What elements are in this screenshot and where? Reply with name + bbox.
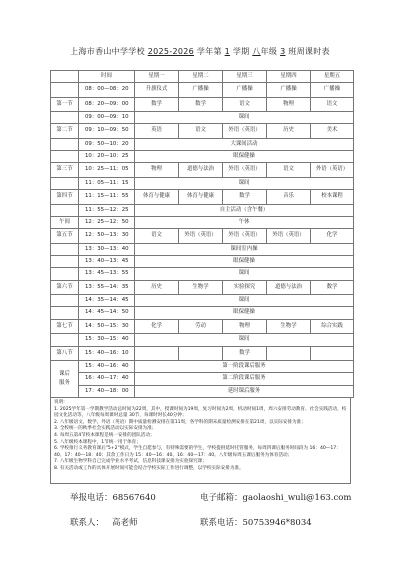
report-phone-label: 举报电话： <box>70 493 113 503</box>
time-cell: 11：05—11：15 <box>79 177 135 189</box>
activity-cell: 午休 <box>135 216 354 228</box>
email-label: 电子邮箱： <box>200 493 243 503</box>
schedule-table <box>50 70 354 398</box>
after-school-activity: 第二阶段课后服务 <box>135 373 354 385</box>
grade: 八 <box>252 47 261 56</box>
lesson-row <box>51 319 354 334</box>
subject-cell: 实验探究 <box>223 280 267 295</box>
header-period-cell <box>51 71 79 83</box>
period-label: 第四节 <box>51 190 79 205</box>
subject-cell: 生物学 <box>179 280 223 295</box>
lesson-row <box>51 346 354 361</box>
time-cell: 13：55—14：35 <box>79 280 135 295</box>
period-label <box>51 307 79 319</box>
subject-cell: 外语（英语） <box>179 229 223 244</box>
subject-cell: 数学 <box>223 190 267 205</box>
break-row <box>51 112 354 124</box>
subject-cell: 语文 <box>135 229 179 244</box>
activity-cell: 课间 <box>135 295 354 307</box>
lesson-row <box>51 83 354 98</box>
subject-cell: 物理 <box>135 163 179 178</box>
subject-cell: 体育与健康 <box>179 190 223 205</box>
period-label: 午间 <box>51 216 79 228</box>
header-day: 星期五 <box>311 71 354 83</box>
period-label: 第六节 <box>51 280 79 295</box>
subject-cell: 音乐 <box>267 190 311 205</box>
after-school-activity: 第一阶段课后服务 <box>135 361 354 373</box>
break-row <box>51 138 354 150</box>
contact-person-label: 联系人： <box>70 518 105 528</box>
subject-cell: 物理 <box>267 97 311 112</box>
time-cell: 11：15—11：55 <box>79 190 135 205</box>
activity-cell: 眼保健操 <box>135 151 354 163</box>
lesson-row <box>51 280 354 295</box>
subject-cell: 语文 <box>223 97 267 112</box>
note-line: 8. 有关活动或工作的具体开展时间可能会结合学校实际工作进行调整，以学校实际安排为准。 <box>54 465 244 471</box>
subject-cell: 历史 <box>135 280 179 295</box>
subject-cell: 语文 <box>311 97 354 112</box>
after-school-activity: 延时课后服务 <box>135 385 354 397</box>
email <box>200 491 351 503</box>
time-cell: 09：50—10：20 <box>79 138 135 150</box>
note-line: 4. 每周五第4节校本课程是统一安排的团队活动； <box>54 432 155 438</box>
subject-cell <box>311 346 354 361</box>
header-day: 星期三 <box>223 71 267 83</box>
time-cell: 13：30—13：40 <box>79 243 135 255</box>
time-cell: 14：50—15：30 <box>79 319 135 334</box>
grade-word: 年级 <box>260 47 278 56</box>
period-label <box>51 138 79 150</box>
break-row <box>51 177 354 189</box>
time-cell: 08：00—08：20 <box>79 83 135 98</box>
term-number: 1 <box>224 47 231 56</box>
break-row <box>51 295 354 307</box>
header-row <box>51 71 354 83</box>
lesson-row <box>51 124 354 139</box>
lesson-row <box>51 190 354 205</box>
activity-cell: 课间室内操 <box>135 243 354 255</box>
header-day: 星期一 <box>135 71 179 83</box>
period-label: 第三节 <box>51 163 79 178</box>
note-line: 2. 八年级语文、数学、外语（英语）期中质量检测安排在第11周，各学科的期末质量检测安排在第21周，以实际安排为准； <box>54 419 306 425</box>
activity-cell: 眼保健操 <box>135 307 354 319</box>
contact-phone-value: 50753946*8034 <box>242 518 312 528</box>
email-value: gaolaoshi_wuli@163.com <box>242 493 352 503</box>
after-school-label-line: 课后 <box>59 371 70 378</box>
subject-cell: 广播操 <box>267 83 311 98</box>
period-label <box>51 268 79 280</box>
lesson-row <box>51 163 354 178</box>
subject-cell: 化学 <box>311 229 354 244</box>
subject-cell: 道德与法治 <box>267 280 311 295</box>
subject-cell: 道德与法治 <box>179 163 223 178</box>
period-label <box>51 256 79 268</box>
activity-cell: 大课间活动 <box>135 138 354 150</box>
subject-cell: 外语（英语） <box>223 163 267 178</box>
note-line: 3. 全校统一的秋季社会实践活动以实际安排为准； <box>54 426 157 432</box>
time-cell: 15：40—16：40 <box>79 361 135 373</box>
header-day: 星期二 <box>179 71 223 83</box>
time-cell: 12：25—12：50 <box>79 216 135 228</box>
report-phone <box>70 491 156 503</box>
time-cell: 09：00—09：10 <box>79 112 135 124</box>
report-phone-value: 68567640 <box>112 493 156 503</box>
subject-cell: 体育与健康 <box>135 190 179 205</box>
subject-cell <box>179 346 223 361</box>
period-label: 第一节 <box>51 97 79 112</box>
period-label <box>51 112 79 124</box>
subject-cell: 历史 <box>267 124 311 139</box>
period-label <box>51 295 79 307</box>
period-label <box>51 334 79 346</box>
subject-cell: 美术 <box>311 124 354 139</box>
school-name: 上海市香山中学学校 <box>70 47 145 56</box>
note-line: 1. 2025学年第一学期教学活动总时间为22周，其中，授课时间为19周，复习时间为2周，机动时间1周，周六安排劳动教育、社会实践活动，校园文化活动等，八年级每周课时总量 30节，每课时时长40分钟； <box>54 406 347 419</box>
subject-cell: 外语（英语） <box>311 163 354 178</box>
title-suffix: 班周课时表 <box>288 47 330 56</box>
break-row <box>51 216 354 228</box>
subject-cell: 数学 <box>311 280 354 295</box>
subject-cell: 生物学 <box>267 319 311 334</box>
header-time: 时间 <box>79 71 135 83</box>
activity-cell: 课间 <box>135 334 354 346</box>
break-row <box>51 243 354 255</box>
notes-heading: 说明: <box>54 399 65 405</box>
period-label: 第八节 <box>51 346 79 361</box>
period-label: 第七节 <box>51 319 79 334</box>
note-line: 6. 学校推行义务教育课后"5+2"模式，学生自愿参与，有特殊需要的学生，学校提供延时托管服务，每周四课后服务时间段为 16：40—17：40、17：40—18：40；其余工作日为 15：40—16：40、16：40—17：40。八年级每周五课后服务为体育活动； <box>54 446 341 458</box>
contact-person <box>70 516 138 528</box>
break-row <box>51 334 354 346</box>
lesson-row <box>51 229 354 244</box>
activity-cell: 课间 <box>135 177 354 189</box>
subject-cell <box>267 346 311 361</box>
subject-cell: 外语（英语） <box>223 229 267 244</box>
after-school-label-line: 服务 <box>59 379 70 386</box>
period-label <box>51 243 79 255</box>
break-row <box>51 307 354 319</box>
break-row <box>51 268 354 280</box>
after-school-row <box>51 385 354 397</box>
header-day: 星期四 <box>267 71 311 83</box>
time-cell: 11：55—12：25 <box>79 204 135 216</box>
subject-cell: 外语（英语） <box>223 124 267 139</box>
period-label <box>51 177 79 189</box>
subject-cell: 化学 <box>135 319 179 334</box>
lesson-row <box>51 97 354 112</box>
after-school-row <box>51 373 354 385</box>
period-label <box>51 83 79 98</box>
activity-cell: 眼保健操 <box>135 256 354 268</box>
time-cell: 08：20—09：00 <box>79 97 135 112</box>
break-row <box>51 204 354 216</box>
activity-cell: 课间 <box>135 268 354 280</box>
school-year: 2025-2026 <box>147 47 195 56</box>
activity-cell: 自主活动（含午餐） <box>135 204 354 216</box>
contact-person-value: 高老师 <box>112 518 138 528</box>
note-line: 5. 八年级校本课程中，1节统一用于体育； <box>54 439 141 445</box>
term-word: 学期 <box>232 47 250 56</box>
subject-cell: 升旗仪式 <box>135 83 179 98</box>
note-line: 7. 八年级生物学科自己完成学业水平考试，信息科技课安排为实验探究课； <box>54 459 207 465</box>
subject-cell: 外语（英语） <box>267 229 311 244</box>
subject-cell: 广播操 <box>223 83 267 98</box>
subject-cell: 语文 <box>179 124 223 139</box>
time-cell: 12：50—13：30 <box>79 229 135 244</box>
subject-cell: 广播操 <box>311 83 354 98</box>
subject-cell: 语文 <box>267 163 311 178</box>
contact-phone <box>200 516 312 528</box>
subject-cell: 数学 <box>223 346 267 361</box>
time-cell: 10：20—10：25 <box>79 151 135 163</box>
time-cell: 14：45—14：50 <box>79 307 135 319</box>
period-label <box>51 204 79 216</box>
subject-cell: 英语 <box>135 124 179 139</box>
subject-cell <box>135 346 179 361</box>
subject-cell: 数学 <box>179 97 223 112</box>
time-cell: 13：40—13：45 <box>79 256 135 268</box>
after-school-label <box>51 361 79 398</box>
break-row <box>51 256 354 268</box>
time-cell: 16：40—17：40 <box>79 373 135 385</box>
class-number: 3 <box>280 47 286 56</box>
time-cell: 15：30—15：40 <box>79 334 135 346</box>
contact-phone-label: 联系电话： <box>200 518 243 528</box>
subject-cell: 物理 <box>223 319 267 334</box>
period-label <box>51 151 79 163</box>
period-label: 第二节 <box>51 124 79 139</box>
time-cell: 15：40—16：10 <box>79 346 135 361</box>
subject-cell: 广播操 <box>179 83 223 98</box>
year-word: 学年第 <box>196 47 222 56</box>
period-label: 第五节 <box>51 229 79 244</box>
activity-cell: 课间 <box>135 112 354 124</box>
after-school-row <box>51 361 354 373</box>
time-cell: 13：45—13：55 <box>79 268 135 280</box>
subject-cell: 综合实践 <box>311 319 354 334</box>
subject-cell: 数学 <box>135 97 179 112</box>
time-cell: 17：40—18：00 <box>79 385 135 397</box>
notes-section <box>50 398 351 484</box>
time-cell: 09：10—09：50 <box>79 124 135 139</box>
time-cell: 10：25—11：05 <box>79 163 135 178</box>
page-title <box>0 46 400 57</box>
subject-cell: 劳动 <box>179 319 223 334</box>
break-row <box>51 151 354 163</box>
subject-cell: 校本课程 <box>311 190 354 205</box>
time-cell: 14：35—14：45 <box>79 295 135 307</box>
